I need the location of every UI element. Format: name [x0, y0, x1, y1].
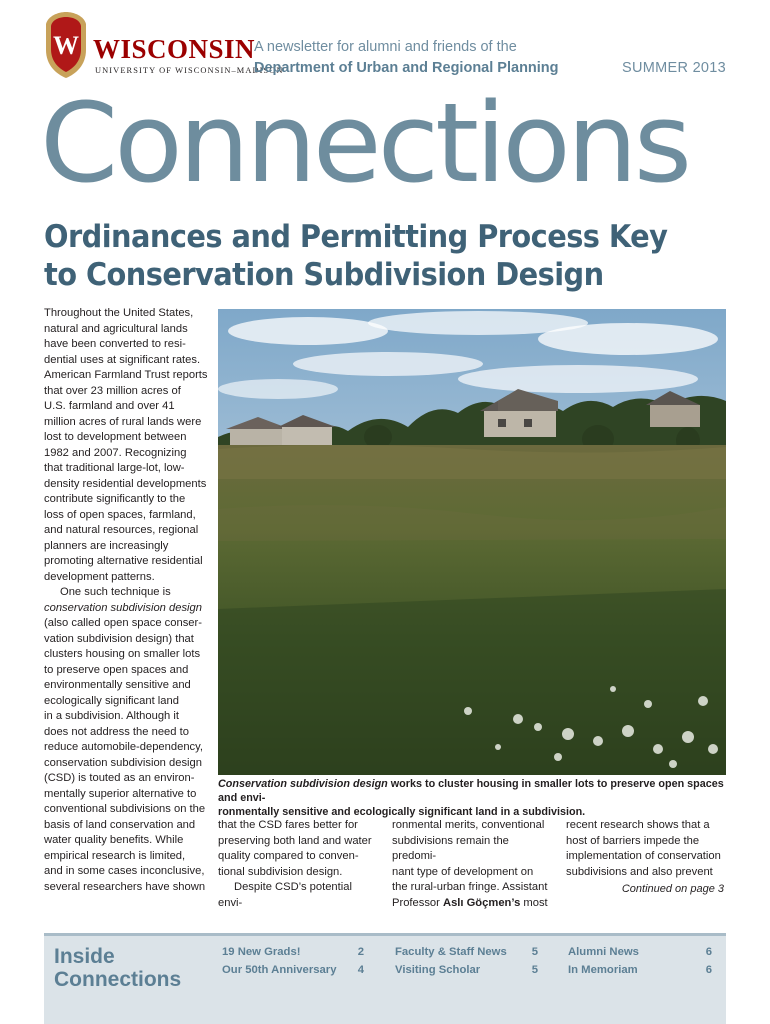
- caption-text: works to cluster housing in smaller lots to preserve open spaces and envi-: [218, 778, 724, 804]
- meadow-houses-photo: [218, 309, 726, 775]
- toc-item-label[interactable]: Our 50th Anniversary: [222, 964, 337, 976]
- university-wordmark: WISCONSIN: [93, 34, 256, 64]
- toc-item-label[interactable]: 19 New Grads!: [222, 946, 301, 958]
- toc-item-page: 6: [705, 946, 712, 958]
- issue-season: SUMMER 2013: [622, 60, 727, 76]
- toc-item-page: 2: [357, 946, 364, 958]
- term-italic: conservation subdivision design: [44, 601, 202, 614]
- university-tag: UNIVERSITY OF WISCONSIN–MADISON: [95, 66, 284, 75]
- toc-item-label[interactable]: In Memoriam: [568, 964, 638, 976]
- col1-paragraph-1: Throughout the United States, natural and agricultural lands have been converted to resi- dential uses at significant rates. American Farmland Trust reports that over 23 million acres of U.S. farmland and over 41 million acres of rural lands were lost to development between 1982 and 2007. Recognizing that traditional large-lot, low- density residential developments contribute significantly to the loss of open spaces, farmland, and natural resources, regional planners are increasingly promoting alternative residential development patterns.: [44, 307, 208, 583]
- article-headline: [44, 218, 695, 294]
- article-column-3: ronmental merits, conventional subdivisions remain the predomi- nant type of development on the rural-urban fringe. Assistant Professor Aslı Göçmen’s most: [392, 819, 548, 909]
- toc-item-page: 5: [531, 964, 538, 976]
- article-column-1: [44, 306, 209, 895]
- caption-text: ronmentally sensitive and ecologically significant land in a subdivision.: [218, 806, 586, 818]
- newsletter-tagline: A newsletter for alumni and friends of the: [254, 39, 517, 55]
- toc-item-page: 5: [531, 946, 538, 958]
- col1-paragraph-2: One such technique is conservation subdivision design (also called open space conser- vation subdivision design) that clusters housing on smaller lots to preserve open spaces and environmentally sensitive and ecologically significant land in a subdivision. Although it does not address the need to reduce automobile-dependency, conservation subdivision design (CSD) is touted as an environ- mentally superior alternative to conventional subdivisions on the basis of land conservation and water quality benefits. While empirical research is limited, and in some cases inconclusive, several researchers have shown: [44, 586, 206, 893]
- article-column-4: recent research shows that a host of barriers impede the implementation of conservation subdivisions and also prevent: [566, 819, 721, 878]
- continued-link[interactable]: Continued on page 3: [621, 883, 724, 895]
- inside-title-line: Inside: [54, 945, 115, 968]
- svg-text:W: W: [53, 31, 79, 60]
- article-column-2: that the CSD fares better for preserving both land and water quality compared to conven- tional subdivision design. Despite CSD’s potential envi-: [218, 819, 372, 909]
- headline-line: to Conservation Subdivision Design: [44, 257, 604, 293]
- toc-item-page: 6: [705, 964, 712, 976]
- professor-name: Aslı Göçmen’s: [442, 896, 521, 909]
- uw-crest-logo: [44, 10, 88, 80]
- headline-line: Ordinances and Permitting Process Key: [44, 219, 668, 255]
- footer-divider: [44, 933, 726, 936]
- newsletter-nameplate: Connections: [40, 80, 689, 208]
- photo-caption: [218, 777, 726, 819]
- toc-item-label[interactable]: Visiting Scholar: [395, 964, 481, 976]
- toc-item-label[interactable]: Faculty & Staff News: [395, 946, 507, 958]
- toc-item-label[interactable]: Alumni News: [568, 946, 639, 958]
- toc-item-page: 4: [357, 964, 364, 976]
- caption-italic: Conservation subdivision design: [218, 778, 388, 790]
- inside-title-line: Connections: [54, 968, 182, 991]
- department-name: Department of Urban and Regional Planning: [254, 60, 559, 76]
